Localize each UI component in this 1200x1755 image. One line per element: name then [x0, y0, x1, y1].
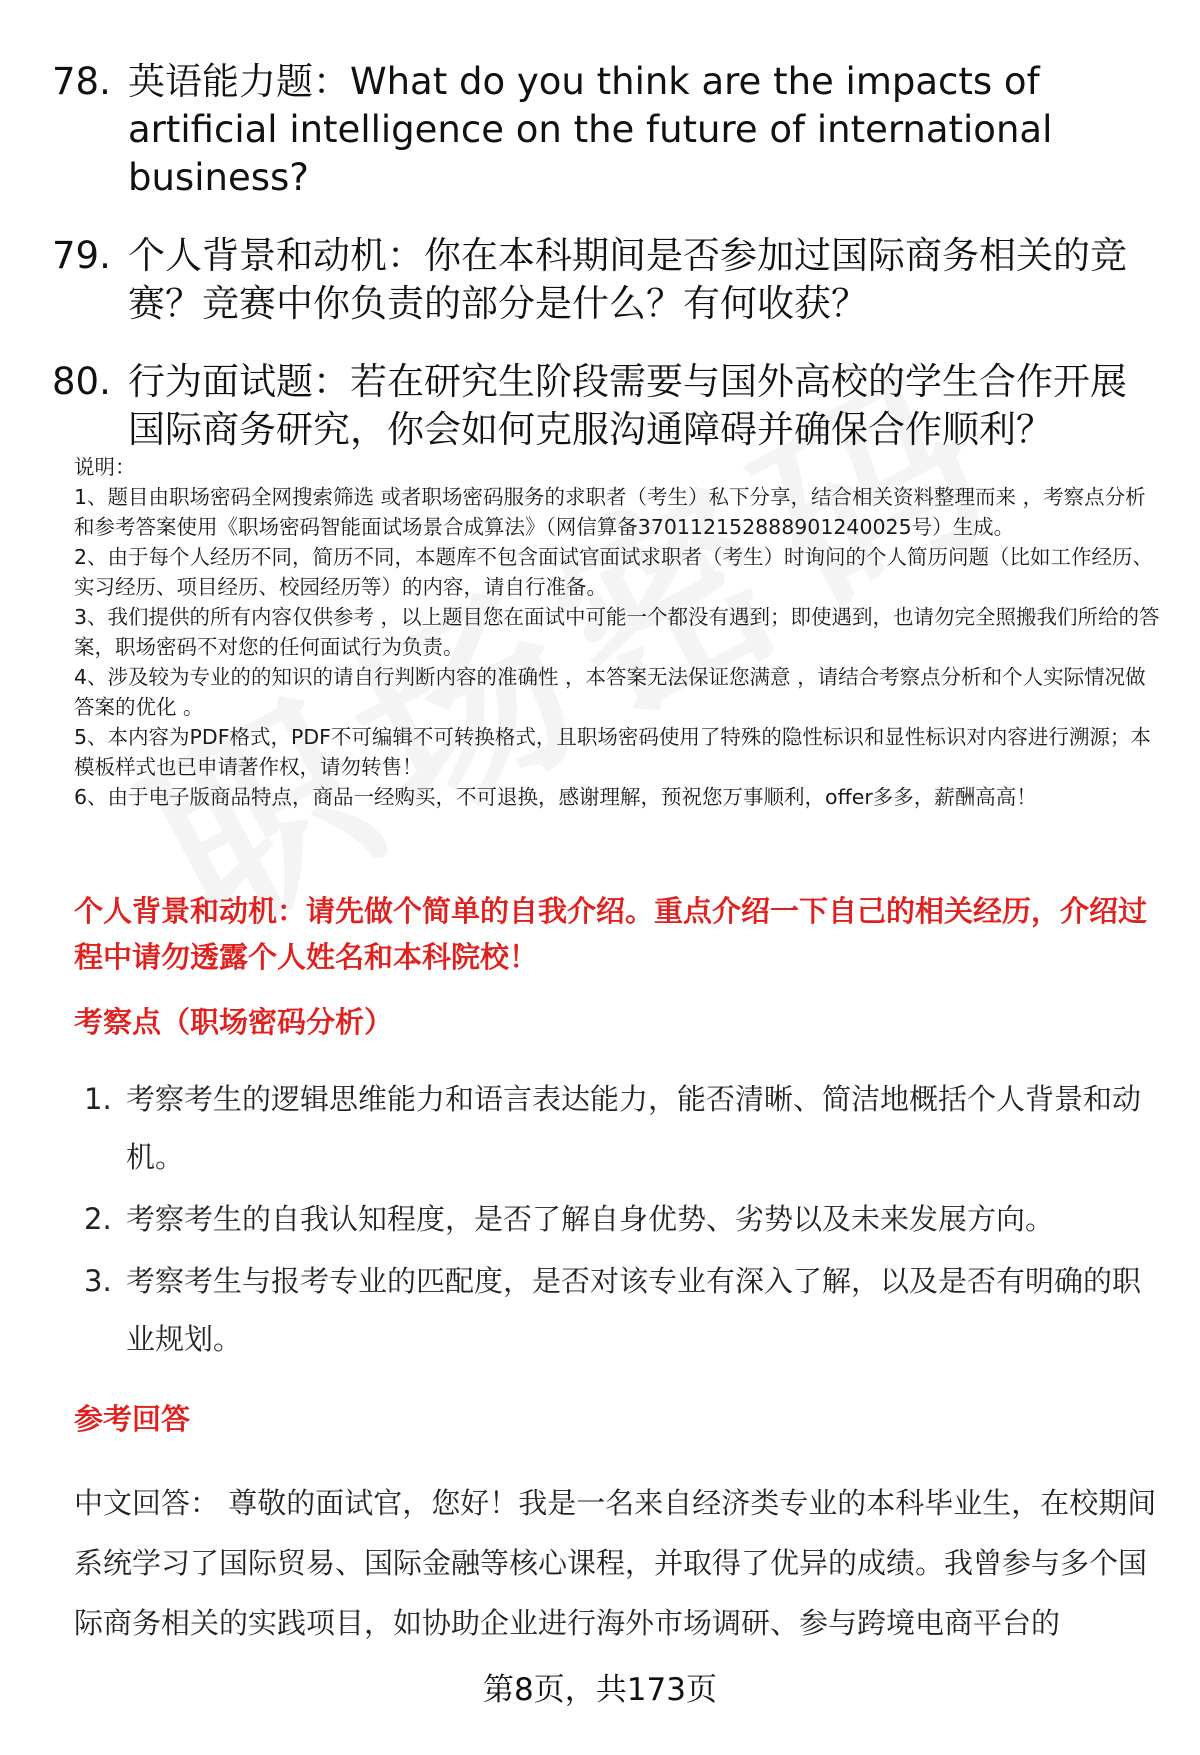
analysis-point: [84, 1070, 1144, 1186]
analysis-point: [84, 1190, 1144, 1248]
reference-answer: 中文回答： 尊敬的面试官，您好！我是一名来自经济类专业的本科毕业生，在校期间系统学习了国际贸易、国际金融等核心课程，并取得了优异的成绩。我曾参与多个国际商务相关的实践项目，如协助企业进行海外市场调研、参与跨境电商平台的: [74, 1486, 1157, 1640]
notes-section: [74, 452, 1160, 812]
note-item: 6、由于电子版商品特点，商品一经购买，不可退换，感谢理解，预祝您万事顺利，offer多多，薪酬高高！: [74, 785, 1037, 809]
question-item: [52, 358, 1152, 454]
note-item: 5、本内容为PDF格式，PDF不可编辑不可转换格式，且职场密码使用了特殊的隐性标识和显性标识对内容进行溯源；本模板样式也已申请著作权，请勿转售！: [74, 725, 1151, 779]
question-number: 78.: [52, 60, 111, 103]
note-item: 1、题目由职场密码全网搜索筛选 或者职场密码服务的求职者（考生）私下分享，结合相关资料整理而来 ，考察点分析和参考答案使用《职场密码智能面试场景合成算法》（网信算备370112152888901240025号）生成。: [74, 485, 1146, 539]
question-item: [52, 58, 1152, 202]
question-text: 个人背景和动机：你在本科期间是否参加过国际商务相关的竞赛？竞赛中你负责的部分是什么？有何收获？: [128, 234, 1127, 325]
point-text: 考察考生与报考专业的匹配度，是否对该专业有深入了解，以及是否有明确的职业规划。: [126, 1264, 1142, 1356]
analysis-points: [84, 1070, 1144, 1372]
question-number: 79.: [52, 234, 111, 277]
question-text: 行为面试题：若在研究生阶段需要与国外高校的学生合作开展国际商务研究，你会如何克服沟通障碍并确保合作顺利？: [128, 360, 1127, 451]
note-item: 3、我们提供的所有内容仅供参考 ，以上题目您在面试中可能一个都没有遇到；即使遇到，也请勿完全照搬我们所给的答案，职场密码不对您的任何面试行为负责。: [74, 605, 1160, 659]
question-item: [52, 232, 1152, 328]
note-item: 4、涉及较为专业的的知识的请自行判断内容的准确性 ，本答案无法保证您满意 ，请结合考察点分析和个人实际情况做答案的优化 。: [74, 665, 1146, 719]
question-list: [52, 58, 1152, 484]
question-number: 80.: [52, 360, 111, 403]
point-text: 考察考生的自我认知程度，是否了解自身优势、劣势以及未来发展方向。: [126, 1202, 1055, 1236]
notes-title: 说明：: [74, 455, 136, 479]
point-number: 1.: [84, 1082, 112, 1116]
reference-heading: 参考回答: [74, 1402, 191, 1436]
note-item: 2、由于每个人经历不同，简历不同，本题库不包含面试官面试求职者（考生）时询问的个人简历问题（比如工作经历、实习经历、项目经历、校园经历等）的内容，请自行准备。: [74, 545, 1154, 599]
question-text: 英语能力题：What do you think are the impacts of artificial intelligence on the future of international business?: [128, 60, 1053, 199]
main-question-heading: 个人背景和动机：请先做个简单的自我介绍。重点介绍一下自己的相关经历，介绍过程中请勿透露个人姓名和本科院校！: [74, 894, 1148, 974]
point-number: 3.: [84, 1264, 112, 1298]
analysis-point: [84, 1252, 1144, 1368]
analysis-heading: 考察点（职场密码分析）: [74, 1005, 394, 1039]
page-footer: 第8页，共173页: [483, 1672, 717, 1708]
point-text: 考察考生的逻辑思维能力和语言表达能力，能否清晰、简洁地概括个人背景和动机。: [126, 1082, 1142, 1174]
point-number: 2.: [84, 1202, 112, 1236]
